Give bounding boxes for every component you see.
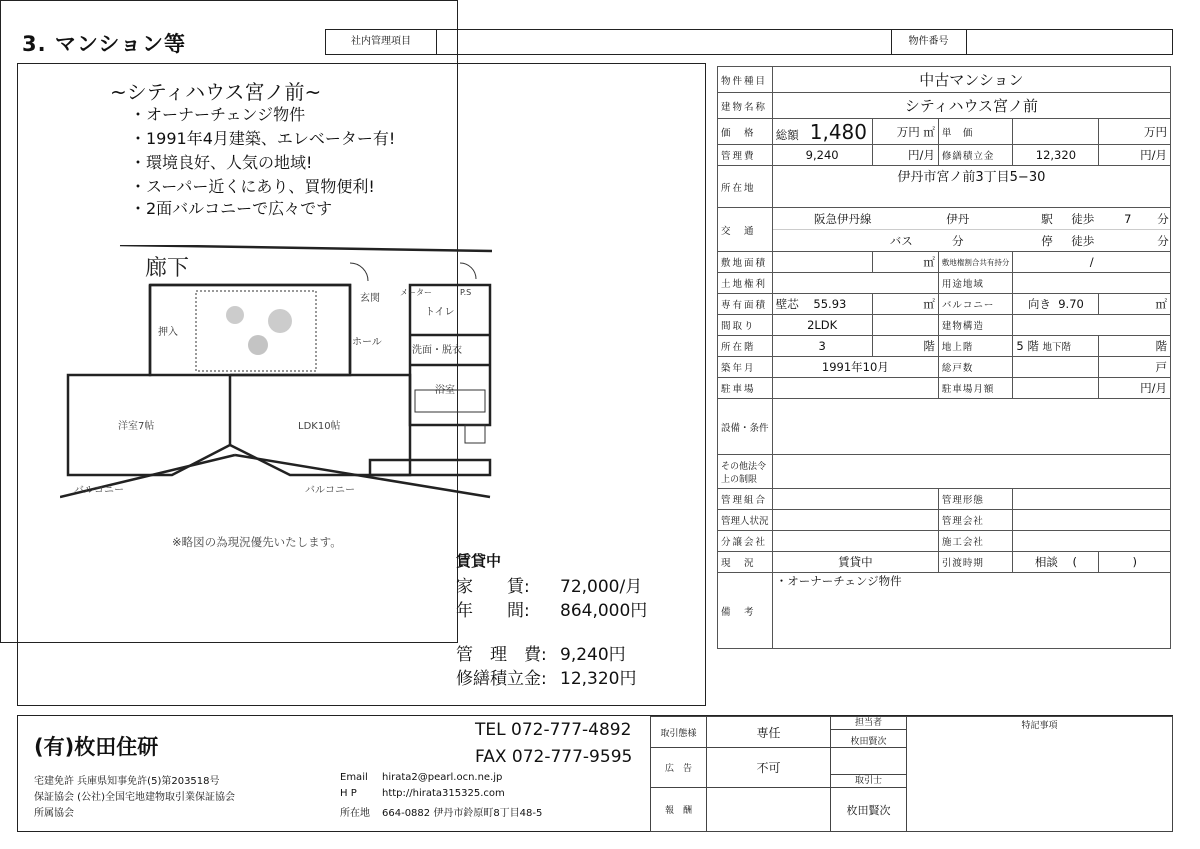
line-name: 阪急伊丹線	[814, 211, 872, 226]
floor-corridor: 廊下	[145, 256, 190, 281]
property-no-value	[966, 30, 1171, 54]
table-cell	[831, 717, 907, 748]
sqm-unit: ㎡	[923, 124, 935, 139]
price-value: 1,480	[809, 119, 868, 144]
floor-label: 所在階	[718, 336, 773, 357]
staff-label: 担当者	[831, 717, 906, 730]
internal-value	[436, 30, 892, 54]
status-label: 現 況	[718, 552, 773, 573]
handover-value: 相談	[1034, 555, 1058, 569]
manager-label: 管理人状況	[718, 510, 773, 531]
parking-fee-label: 駐車場月額	[938, 378, 1013, 399]
special-label: 特記事項	[907, 717, 1173, 832]
law-label: その他法令上の制限	[718, 455, 773, 489]
floor-bath: 浴室	[435, 385, 455, 396]
feature-item: ・1991年4月建築、エレベーター有!	[130, 129, 396, 148]
area-value: 55.93	[813, 297, 847, 311]
price-label: 価 格	[718, 119, 773, 145]
agent-label: 取引士	[831, 774, 906, 787]
floor-wash: 洗面・脱衣	[412, 345, 462, 356]
repair-unit: 円/月	[1099, 145, 1171, 166]
floor-balcony-left: バルコニー	[74, 485, 124, 496]
agent-value: 枚田賢次	[831, 788, 907, 832]
ad-label: 広 告	[651, 748, 707, 788]
mgmt-fee-value: 9,240円	[560, 645, 626, 665]
floor-hall: ホール	[352, 337, 382, 348]
area-label: 専有面積	[718, 294, 773, 315]
annual-label: 年 間:	[456, 601, 530, 621]
table-cell	[831, 748, 907, 788]
floor-western: 洋室7帖	[118, 421, 155, 432]
table-cell	[872, 315, 938, 336]
company-name: (有)枚田住研	[34, 735, 159, 759]
equip-label: 設備・条件	[718, 399, 773, 455]
feature-item: ・環境良好、人気の地域!	[130, 153, 313, 172]
access-label: 交 通	[718, 208, 773, 252]
table-cell	[772, 399, 1170, 455]
mgmt-form-label: 管理形態	[938, 489, 1013, 510]
seller-label: 分譲会社	[718, 531, 773, 552]
remarks-label: 備 考	[718, 573, 773, 649]
type-label: 物件種目	[718, 67, 773, 93]
address-value: 664-0882 伊丹市鈴原町8丁目48-5	[382, 808, 543, 819]
above-floors-value: 5	[1016, 339, 1024, 353]
table-cell	[1013, 273, 1171, 294]
internal-label: 社内管理項目	[326, 30, 437, 54]
hp-label: H P	[340, 788, 357, 799]
staff-value: 枚田賢次	[850, 737, 887, 747]
above-kai: 階	[1027, 339, 1039, 353]
builder-label: 施工会社	[938, 531, 1013, 552]
table-cell	[1013, 119, 1099, 145]
floor-kai: 階	[872, 336, 938, 357]
floor-value: 3	[772, 336, 872, 357]
license-line: 宅建免許 兵庫県知事免許(5)第203518号	[34, 776, 220, 787]
hp-link[interactable]: http://hirata315325.com	[382, 788, 505, 799]
minute2-unit: 分	[1157, 233, 1169, 248]
email-label: Email	[340, 772, 368, 783]
table-cell	[772, 208, 1170, 252]
floor-balcony-right: バルコニー	[305, 485, 355, 496]
station-suffix: 駅	[1041, 211, 1053, 226]
repair-value: 12,320	[1013, 145, 1099, 166]
floor-toilet: トイレ	[425, 307, 455, 318]
table-cell	[772, 455, 1170, 489]
unit-price-unit: 万円	[1099, 119, 1171, 145]
parking-unit: 円/月	[1099, 378, 1171, 399]
tel-number: TEL 072-777-4892	[475, 720, 632, 740]
zoning-label: 用途地域	[938, 273, 1013, 294]
table-cell	[1013, 489, 1171, 510]
walk2-label: 徒歩	[1071, 233, 1095, 248]
mgmt-unit: 円/月	[872, 145, 938, 166]
station-name: 伊丹	[946, 211, 970, 226]
balcony-label: バルコニー	[938, 294, 1013, 315]
parking-label: 駐車場	[718, 378, 773, 399]
table-cell	[772, 119, 872, 145]
rent-label: 家 賃:	[456, 577, 530, 597]
wall-center-label: 壁芯	[775, 297, 799, 311]
bus-label: バス	[889, 233, 913, 248]
mgmt-fee-label: 管 理 費:	[456, 645, 547, 665]
table-cell	[1013, 531, 1171, 552]
built-value: 1991年10月	[772, 357, 938, 378]
floor-ps: P.S	[460, 288, 472, 297]
table-cell	[772, 252, 872, 273]
ad-value: 不可	[707, 748, 831, 788]
balcony-sqm: ㎡	[1099, 294, 1171, 315]
header-strip	[325, 29, 1173, 55]
balcony-value: 9.70	[1058, 297, 1084, 311]
minute-unit: 分	[1157, 211, 1169, 226]
floor-plan	[60, 245, 492, 513]
table-cell	[1013, 357, 1099, 378]
disclaimer-note: ※略図の為現況優先いたします。	[172, 535, 342, 549]
floor-entrance: 玄関	[360, 293, 380, 304]
layout-label: 間取り	[718, 315, 773, 336]
association-line: 所属協会	[34, 808, 74, 819]
land-area-label: 敷地面積	[718, 252, 773, 273]
table-cell	[772, 294, 872, 315]
name-label: 建物名称	[718, 93, 773, 119]
deal-value: 専任	[707, 717, 831, 748]
type-value: 中古マンション	[772, 67, 1170, 93]
address-label: 所在地	[340, 808, 370, 819]
price-unit: 万円	[896, 124, 920, 139]
land-right-label: 土地権利	[718, 273, 773, 294]
email-link[interactable]: hirata2@pearl.ocn.ne.jp	[382, 772, 503, 783]
union-label: 管理組合	[718, 489, 773, 510]
mgmt-label: 管理費	[718, 145, 773, 166]
table-cell	[1013, 294, 1099, 315]
floor-oshiire: 押入	[158, 327, 178, 338]
feature-item: ・スーパー近くにあり、買物便利!	[130, 177, 375, 196]
unit-price-label: 単 価	[938, 119, 1013, 145]
below-floors-label: 地下階	[1042, 342, 1072, 353]
built-label: 築年月	[718, 357, 773, 378]
location-label: 所在地	[718, 166, 773, 208]
location-value: 伊丹市宮ノ前3丁目5−30	[772, 166, 1170, 208]
repair-fund-label: 修繕積立金:	[456, 669, 547, 689]
table-cell	[1013, 378, 1099, 399]
rent-value: 72,000/月	[560, 577, 643, 597]
area-sqm: ㎡	[872, 294, 938, 315]
footer-table	[650, 716, 1173, 832]
ad-headline: ~シティハウス宮ノ前~	[110, 80, 322, 104]
table-cell	[872, 119, 938, 145]
repair-label: 修繕積立金	[938, 145, 1013, 166]
paren-open: (	[1072, 555, 1077, 569]
annual-value: 864,000円	[560, 601, 648, 621]
deal-label: 取引態様	[651, 717, 707, 748]
table-cell	[1013, 510, 1171, 531]
walk-minutes: 7	[1124, 211, 1132, 226]
units-label: 総戸数	[938, 357, 1013, 378]
remarks-value: ・オーナーチェンジ物件	[772, 573, 1170, 649]
name-value: シティハウス宮ノ前	[772, 93, 1170, 119]
fee-label: 報 酬	[651, 788, 707, 832]
table-cell	[772, 510, 938, 531]
table-cell	[1013, 552, 1099, 573]
status-value: 賃貸中	[772, 552, 938, 573]
land-share-value: /	[1013, 252, 1171, 273]
table-cell	[772, 531, 938, 552]
paren-close: )	[1099, 552, 1171, 573]
orient-label: 向き	[1027, 297, 1051, 311]
feature-item: ・オーナーチェンジ物件	[130, 105, 306, 124]
stop-label: 停	[1041, 233, 1053, 248]
floor-ldk: LDK10帖	[298, 421, 341, 432]
land-share-label: 敷地権割合共有持分	[938, 252, 1013, 273]
rental-title: 賃貸中	[456, 552, 502, 570]
floor-meter: メーター	[400, 288, 432, 297]
property-no-label: 物件番号	[891, 30, 967, 54]
units-unit: 戸	[1099, 357, 1171, 378]
below-kai: 階	[1099, 336, 1171, 357]
table-cell	[772, 489, 938, 510]
repair-fund-value: 12,320円	[560, 669, 637, 689]
table-cell	[772, 378, 938, 399]
above-floors-label: 地上階	[938, 336, 1013, 357]
spec-table	[717, 66, 1171, 649]
section-title: 3. マンション等	[22, 32, 186, 56]
guarantee-line: 保証協会 (公社)全国宅地建物取引業保証協会	[34, 792, 235, 803]
mgmt-value: 9,240	[772, 145, 872, 166]
bus-minute-unit: 分	[952, 233, 964, 248]
fax-number: FAX 072-777-9595	[475, 747, 633, 767]
mgmt-company-label: 管理会社	[938, 510, 1013, 531]
fee-value	[707, 788, 831, 832]
table-cell	[1013, 336, 1099, 357]
feature-item: ・2面バルコニーで広々です	[130, 199, 333, 218]
land-sqm: ㎡	[872, 252, 938, 273]
walk-label: 徒歩	[1071, 211, 1095, 226]
structure-label: 建物構造	[938, 315, 1013, 336]
layout-value: 2LDK	[772, 315, 872, 336]
table-cell	[772, 273, 938, 294]
table-cell	[1013, 315, 1171, 336]
handover-label: 引渡時期	[938, 552, 1013, 573]
price-total-label: 総額	[775, 127, 799, 142]
